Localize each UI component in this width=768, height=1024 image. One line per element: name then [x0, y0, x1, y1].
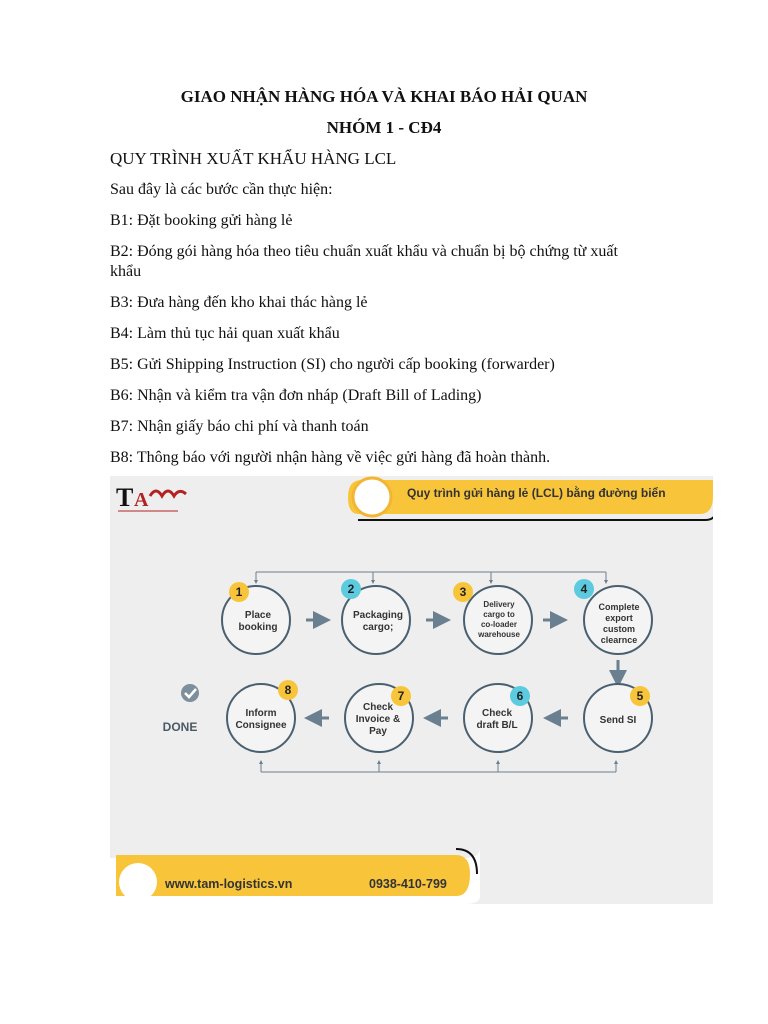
step-text: B6: Nhận và kiểm tra vận đơn nháp (Draft Bill of Lading) [110, 387, 482, 404]
phone-text: 0938-410-799 [369, 877, 447, 891]
step-number: 2 [347, 582, 355, 596]
step-number: 3 [459, 585, 467, 599]
step-number: 7 [397, 689, 405, 703]
lcl-process-infographic [110, 476, 713, 904]
check-circle-icon [181, 684, 199, 702]
step-label: Complete [598, 602, 640, 612]
title-banner [348, 478, 713, 520]
bottom-bracket [261, 762, 616, 772]
step-label: Invoice & [355, 714, 401, 725]
step-label: co-loader [480, 620, 518, 629]
step-label: booking [238, 622, 278, 633]
document-title: GIAO NHẬN HÀNG HÓA VÀ KHAI BÁO HẢI QUAN [180, 87, 588, 106]
website-text: www.tam-logistics.vn [165, 877, 293, 891]
step-node [453, 582, 532, 654]
step-node [345, 684, 413, 752]
svg-text:T: T [116, 483, 134, 512]
step-label: Consignee [235, 720, 287, 731]
step-label: Pay [369, 726, 387, 737]
svg-text:A: A [134, 489, 149, 511]
step-label: export [605, 613, 633, 623]
step-number: 1 [235, 585, 243, 599]
step-node [227, 680, 298, 752]
step-number: 4 [580, 582, 588, 596]
step-label: Inform [245, 708, 277, 719]
done-label: DONE [162, 720, 198, 734]
step-number: 6 [516, 689, 524, 703]
step-node [584, 684, 652, 752]
step-text: B5: Gửi Shipping Instruction (SI) cho người cấp booking (forwarder) [110, 356, 555, 373]
company-logo [116, 483, 186, 512]
banner-title: Quy trình gửi hàng lẻ (LCL) bằng đường biển [407, 486, 666, 500]
document-subtitle: NHÓM 1 - CĐ4 [326, 118, 442, 137]
contact-banner [110, 848, 480, 904]
done-marker [163, 684, 199, 734]
step-label: clearnce [600, 635, 638, 645]
intro-text: Sau đây là các bước cần thực hiện: [110, 181, 333, 198]
step-label: Delivery [483, 600, 515, 609]
step-label: custom [602, 624, 636, 634]
step-label: Send SI [599, 715, 637, 726]
step-text: B1: Đặt booking gửi hàng lẻ [110, 212, 293, 229]
section-heading: QUY TRÌNH XUẤT KHẨU HÀNG LCL [110, 149, 397, 168]
infographic-canvas [110, 476, 713, 904]
step-text: B4: Làm thủ tục hải quan xuất khẩu [110, 325, 340, 342]
step-text: B2: Đóng gói hàng hóa theo tiêu chuẩn xuất khẩu và chuẩn bị bộ chứng từ xuất [110, 243, 618, 260]
step-node [341, 579, 410, 654]
step-node [574, 579, 652, 654]
step-number: 5 [636, 689, 644, 703]
step-number: 8 [284, 683, 292, 697]
step-text: B7: Nhận giấy báo chi phí và thanh toán [110, 418, 369, 435]
step-node [464, 684, 532, 752]
top-bracket [256, 572, 606, 582]
step-label: cargo; [362, 622, 394, 633]
step-label: Check [481, 708, 513, 719]
step-text-continued: khẩu [110, 263, 142, 280]
step-label: Packaging [352, 610, 404, 621]
step-label: draft B/L [476, 720, 518, 731]
step-node [222, 582, 290, 654]
step-label: Place [244, 610, 272, 621]
step-label: Check [362, 702, 394, 713]
step-text: B3: Đưa hàng đến kho khai thác hàng lẻ [110, 294, 368, 311]
step-text: B8: Thông báo với người nhận hàng về việc gửi hàng đã hoàn thành. [110, 449, 551, 466]
step-label: cargo to [483, 610, 515, 619]
step-label: warehouse [478, 630, 520, 639]
